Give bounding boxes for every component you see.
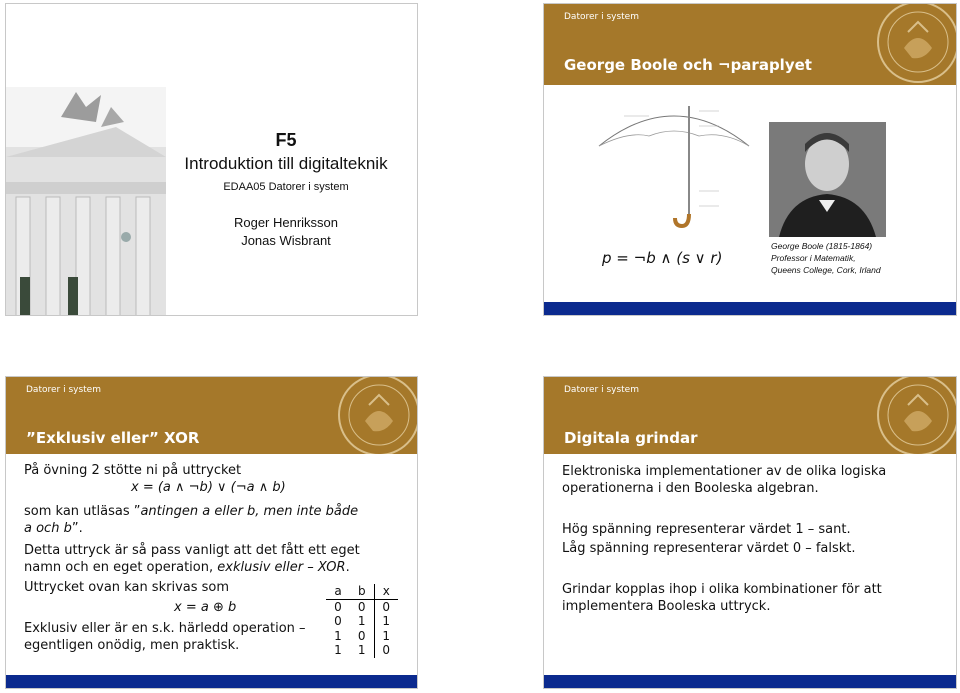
- table-cell: 1: [374, 629, 398, 644]
- university-seal-icon: [874, 4, 956, 85]
- table-cell: 0: [334, 599, 342, 614]
- column-header: x: [374, 584, 398, 599]
- caption-line: Queens College, Cork, Irland: [771, 265, 881, 275]
- body-text: På övning 2 stötte ni på uttrycket: [24, 463, 242, 478]
- xor-truth-table: [326, 584, 398, 658]
- course-label: Datorer i system: [564, 385, 639, 395]
- table-cell: 0: [374, 599, 398, 614]
- title-slide: [5, 3, 418, 316]
- body-text: egentligen onödig, men praktisk.: [24, 638, 240, 653]
- body-text: Exklusiv eller är en s.k. härledd operation –: [24, 621, 306, 636]
- body-text: Uttrycket ovan kan skrivas som: [24, 580, 230, 595]
- slide-footer-bar: [6, 675, 417, 688]
- body-text: implementera Booleska uttryck.: [562, 599, 771, 614]
- table-row: [326, 629, 398, 644]
- table-row: [326, 614, 398, 629]
- body-text: Hög spänning representerar värdet 1 – sant.: [562, 522, 851, 537]
- lecture-title: Introduktion till digitalteknik: [184, 154, 388, 173]
- slide-header: [544, 377, 956, 454]
- umbrella-diagram: [589, 96, 759, 231]
- portrait-caption: [771, 240, 881, 276]
- table-row: [326, 643, 398, 658]
- university-seal-icon: [335, 377, 417, 454]
- umbrella-formula: p = ¬b ∧ (s ∨ r): [602, 249, 723, 267]
- body-text: Detta uttryck är så pass vanligt att det fått ett eget: [24, 543, 360, 558]
- xor-short-expression: x = a ⊕ b: [174, 600, 237, 615]
- university-seal-icon: [874, 377, 956, 454]
- slide-footer-bar: [544, 302, 956, 315]
- table-row: [326, 599, 398, 614]
- table-cell: 0: [374, 643, 398, 658]
- course-label: Datorer i system: [26, 385, 101, 395]
- table-cell: 1: [357, 614, 366, 628]
- text-span: .: [345, 560, 350, 575]
- body-text: operationerna i den Booleska algebran.: [562, 481, 819, 496]
- george-boole-portrait: [769, 122, 886, 237]
- table-cell: 1: [334, 643, 342, 657]
- table-cell: 1: [334, 628, 342, 643]
- body-text: [24, 503, 358, 520]
- slide-header: [544, 4, 956, 85]
- university-building-image: [6, 87, 166, 316]
- text-span: antingen a eller b, men inte både: [140, 504, 359, 519]
- lecture-number: F5: [275, 130, 297, 150]
- table-cell: 0: [334, 614, 342, 628]
- caption-line: George Boole (1815-1864): [771, 241, 873, 251]
- digital-gates-slide: [543, 376, 957, 689]
- xor-slide: [5, 376, 418, 689]
- table-header-row: [326, 584, 398, 599]
- text-span: ”.: [71, 521, 83, 536]
- body-text: Låg spänning representerar värdet 0 – falskt.: [562, 541, 856, 556]
- table-cell: 1: [357, 643, 366, 657]
- text-span: exklusiv eller – XOR: [217, 560, 346, 575]
- caption-line: Professor i Matematik,: [771, 253, 856, 263]
- slide-title: ”Exklusiv eller” XOR: [26, 429, 200, 447]
- slide-title: Digitala grindar: [564, 429, 698, 447]
- column-header: a: [326, 584, 350, 599]
- slide-footer-bar: [544, 675, 956, 688]
- body-text: [24, 559, 350, 576]
- text-span: som kan utläsas ”: [24, 504, 141, 519]
- text-span: a och b: [24, 521, 72, 536]
- course-name: EDAA05 Datorer i system: [223, 181, 349, 193]
- table-cell: 1: [374, 614, 398, 629]
- table-cell: 0: [357, 628, 366, 643]
- slide-header: [6, 377, 417, 454]
- course-label: Datorer i system: [564, 12, 639, 22]
- text-span: namn och en eget operation,: [24, 560, 218, 575]
- slide-title: George Boole och ¬paraplyet: [564, 56, 812, 74]
- boole-slide: [543, 3, 957, 316]
- body-text: Grindar kopplas ihop i olika kombinationer för att: [562, 582, 882, 597]
- column-header: b: [350, 584, 374, 599]
- table-cell: 0: [357, 599, 366, 614]
- xor-expression: x = (a ∧ ¬b) ∨ (¬a ∧ b): [131, 480, 286, 495]
- author-name: Roger Henriksson: [233, 215, 339, 230]
- body-text: [24, 520, 83, 537]
- body-text: Elektroniska implementationer av de olika logiska: [562, 464, 887, 479]
- author-name: Jonas Wisbrant: [241, 233, 331, 248]
